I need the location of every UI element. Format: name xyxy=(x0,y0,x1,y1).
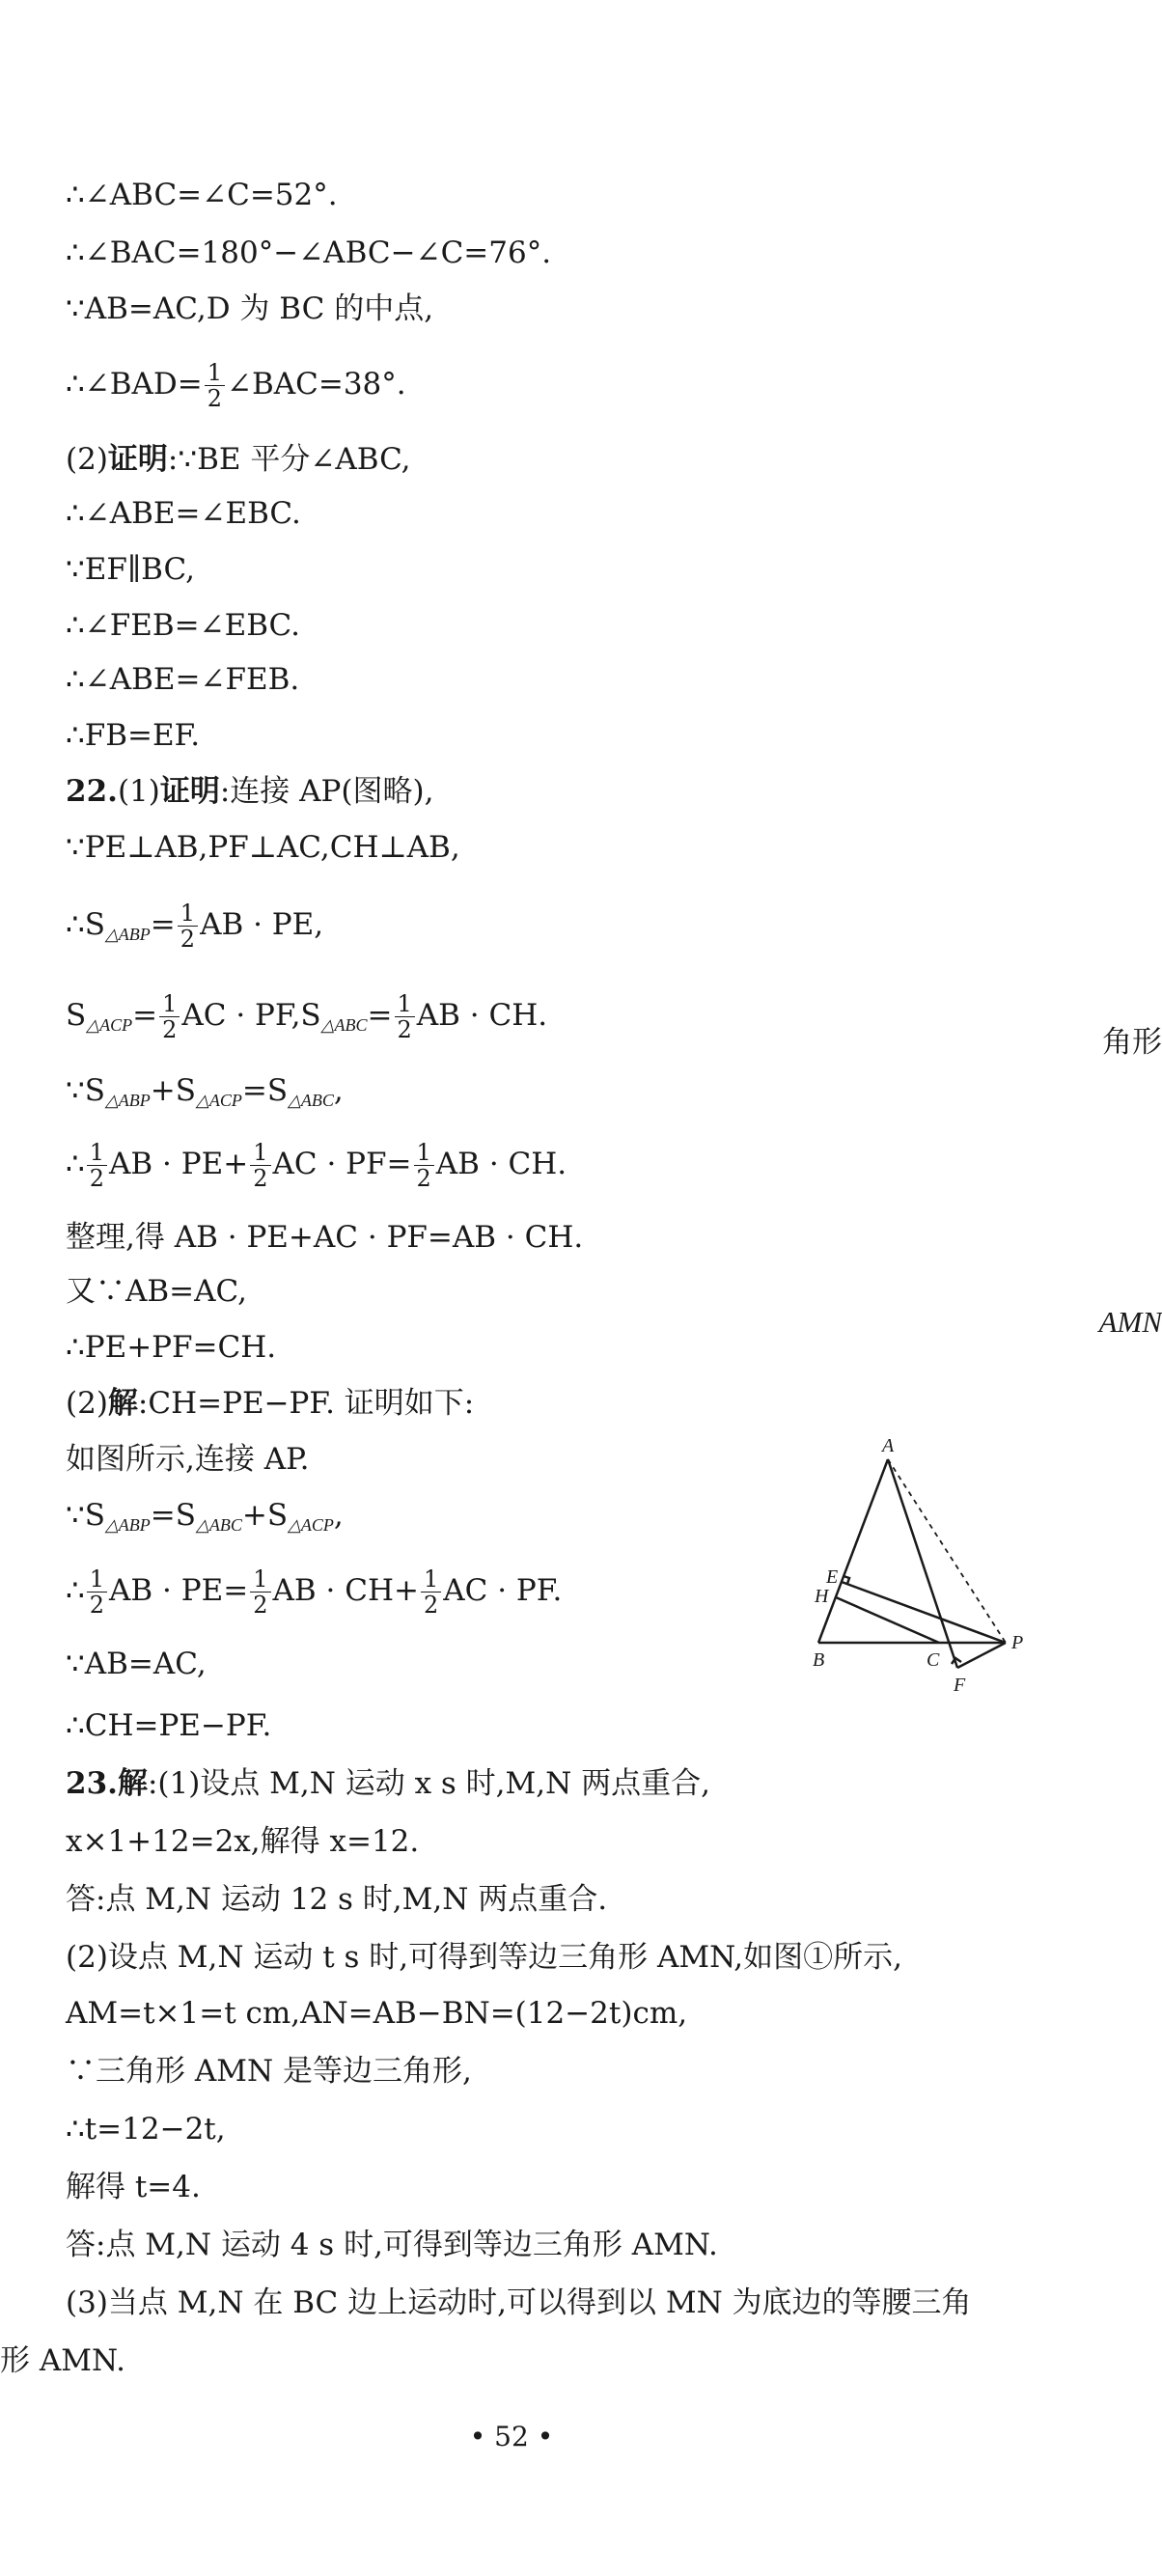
text-line: ∴∠ABE=∠FEB. xyxy=(66,662,300,697)
segment-AP xyxy=(888,1459,1006,1643)
triangle-figure xyxy=(791,1438,1042,1699)
text-line: ∴FB=EF. xyxy=(66,718,201,753)
text-line: ∴∠ABC=∠C=52°. xyxy=(66,178,338,212)
label-B: B xyxy=(813,1649,825,1671)
text-line: 答:点 M,N 运动 4 s 时,可得到等边三角形 AMN. xyxy=(66,2228,718,2262)
text-line: ∴ $\frac{1}{2}$ AB · PE+ $\frac{1}{2}$ AC · PF= $\frac{1}{2}$ AB · CH. xyxy=(66,1139,567,1192)
text-line: AM=t×1=t cm,AN=AB−BN=(12−2t)cm, xyxy=(66,1996,688,2031)
text-line: $\because S_{\triangle ABP}=S_{\triangle ABC}+S_{\triangle ACP}$, xyxy=(66,1498,344,1535)
label-A: A xyxy=(882,1438,895,1456)
edge-text: 角形 xyxy=(1102,1025,1162,1060)
text-line: 形 AMN. xyxy=(0,2343,125,2378)
text-line: ∴∠BAC=180°−∠ABC−∠C=76°. xyxy=(66,235,552,270)
label-F: F xyxy=(954,1675,966,1696)
text-line: ∵EF∥BC, xyxy=(66,552,196,587)
fraction: $\frac{1}{2}$ xyxy=(178,900,198,952)
fraction: $\frac{1}{2}$ xyxy=(87,1140,107,1191)
page-number: • 52 • xyxy=(469,2421,554,2452)
text-line: ∴ $\frac{1}{2}$ AB · PE= $\frac{1}{2}$ AB · CH+ $\frac{1}{2}$ AC · PF. xyxy=(66,1565,563,1619)
text-line: ∴t=12−2t, xyxy=(66,2112,226,2147)
fraction: $\frac{1}{2}$ xyxy=(159,991,180,1042)
text-line: (2)设点 M,N 运动 t s 时,可得到等边三角形 AMN,如图①所示, xyxy=(66,1940,902,1975)
text-line: ∴PE+PF=CH. xyxy=(66,1330,277,1365)
label-H: H xyxy=(815,1586,829,1607)
text-line: ∵AB=AC,D 为 BC 的中点, xyxy=(66,291,434,326)
label-E: E xyxy=(826,1566,839,1588)
fraction: $\frac{1}{2}$ xyxy=(395,991,415,1042)
text-line: (3)当点 M,N 在 BC 边上运动时,可以得到以 MN 为底边的等腰三角 xyxy=(66,2285,972,2320)
text-line: 如图所示,连接 AP. xyxy=(66,1442,310,1477)
text-line: $\therefore S_{\triangle ABP}=$ $\frac{1}{2}$ AB · PE, xyxy=(66,900,324,953)
text-line: ∵三角形 AMN 是等边三角形, xyxy=(66,2054,472,2089)
segment-FP xyxy=(957,1643,1006,1668)
text-line: ∵AB=AC, xyxy=(66,1647,207,1681)
text-line: $S_{\triangle ACP}=$ $\frac{1}{2}$ AC · $PF,S_{\triangle ABC}=$ $\frac{1}{2}$ AB · CH. xyxy=(66,990,548,1043)
text-line: ∴∠BAD= $\frac{1}{2}$ ∠BAC=38°. xyxy=(66,359,406,412)
text-line: (2)解:CH=PE−PF. 证明如下: xyxy=(66,1386,475,1421)
segment-HC xyxy=(836,1597,939,1643)
fraction: $\frac{1}{2}$ xyxy=(421,1566,441,1618)
text-line: (2)证明:∵BE 平分∠ABC, xyxy=(66,442,411,477)
text-line: $\because S_{\triangle ABP}+S_{\triangle ACP}=S_{\triangle ABC}$, xyxy=(66,1073,344,1110)
label-C: C xyxy=(927,1649,940,1671)
text-line: x×1+12=2x,解得 x=12. xyxy=(66,1824,420,1859)
text-line: 答:点 M,N 运动 12 s 时,M,N 两点重合. xyxy=(66,1882,608,1917)
fraction: $\frac{1}{2}$ xyxy=(250,1566,270,1618)
text-line: 22.(1)证明:连接 AP(图略), xyxy=(66,774,434,809)
text-line: ∵PE⊥AB,PF⊥AC,CH⊥AB, xyxy=(66,830,460,865)
text-line: ∴∠ABE=∠EBC. xyxy=(66,496,301,531)
text-line: 又∵AB=AC, xyxy=(66,1274,247,1309)
text-line: ∴∠FEB=∠EBC. xyxy=(66,608,301,643)
text-line: ∴CH=PE−PF. xyxy=(66,1708,272,1743)
text-line: 23.解:(1)设点 M,N 运动 x s 时,M,N 两点重合, xyxy=(66,1766,710,1801)
fraction: $\frac{1}{2}$ xyxy=(250,1140,270,1191)
fraction: $\frac{1}{2}$ xyxy=(87,1566,107,1618)
edge-text: AMN xyxy=(1098,1305,1162,1339)
text-line: 解得 t=4. xyxy=(66,2170,201,2204)
fraction: $\frac{1}{2}$ xyxy=(205,360,225,411)
fraction: $\frac{1}{2}$ xyxy=(414,1140,434,1191)
segment-EP xyxy=(842,1582,1006,1643)
label-P: P xyxy=(1011,1632,1024,1653)
text-line: 整理,得 AB · PE+AC · PF=AB · CH. xyxy=(66,1220,584,1255)
